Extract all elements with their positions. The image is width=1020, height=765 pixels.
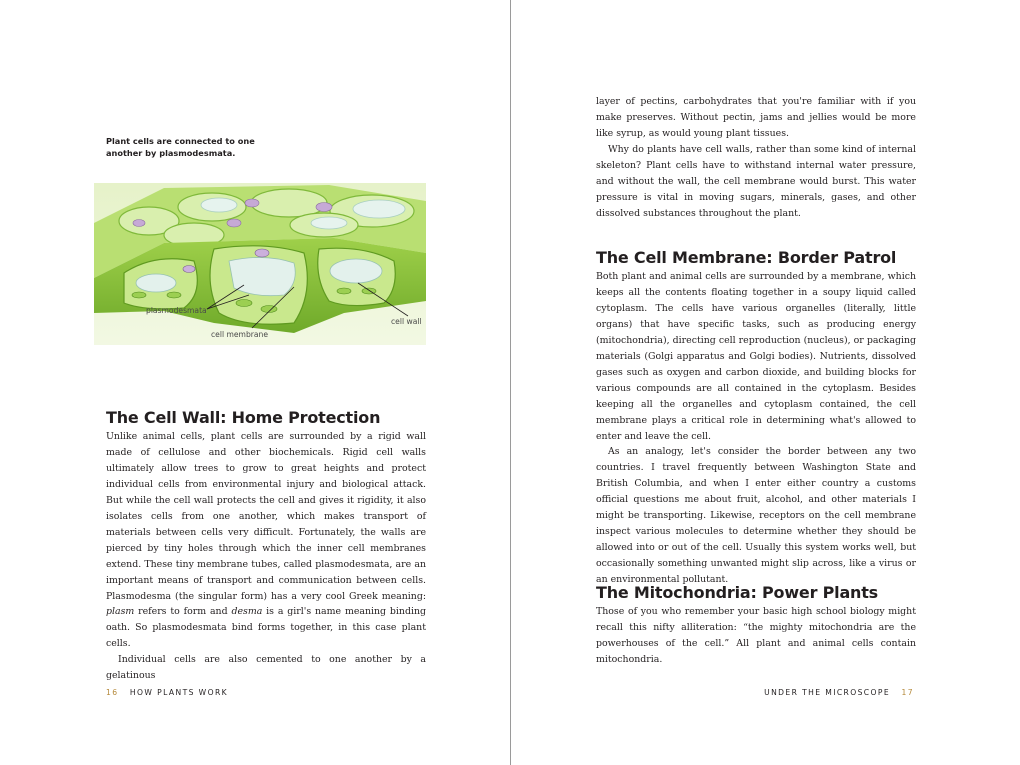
running-head: HOW PLANTS WORK — [129, 688, 229, 697]
membrane-paragraph-2: As an analogy, let's consider the border between any two countries. I travel frequently between Washington State and British Columbia, and when I enter either country a customs official questions me about fruit, alcohol, and other materials I might be transporting. Likewise, receptors on the cell membrane inspect various molecules to determine whether they should be allowed into or out of the cell. Usually this system works well, but occasionally something unwanted might slip across, like a virus or an environmental pollutant. — [596, 446, 916, 586]
label-plasmodesmata: plasmodesmata — [146, 306, 207, 315]
cell-wall-paragraph-2: Individual cells are also cemented to one another by a gelatinous — [106, 654, 426, 682]
plant-cells-diagram — [94, 183, 426, 345]
cell-wall-paragraph: Unlike animal cells, plant cells are surrounded by a rigid wall made of cellulose and other biochemicals. Rigid cell walls ultimately allow trees to grow to great heights and protect individual cells from environmental injury and biological attack. But while the cell wall protects the cell and gives it rigidity, it also isolates cells from one another, which makes transport of materials between cells very difficult. Fortunately, the walls are pierced by tiny holes through which the inner cell membranes extend. These tiny membrane tubes, called plasmodesmata, are an important means of transport and communication between cells. Plasmodesma (the singular form) has a very cool Greek meaning: plasm refers to form and desma is a girl's name meaning binding oath. So plasmodesmata bind forms together, in this case plant cells. — [106, 431, 426, 650]
label-cell-wall: cell wall — [391, 317, 422, 326]
mito-paragraph-1: Those of you who remember your basic high school biology might recall this nifty alliteration: “the mighty mitochondria are the powerhouses of the cell.” All plant and animal cells contain mitochondria. — [596, 606, 916, 665]
page-number: 16 — [106, 688, 119, 697]
page-number: 17 — [901, 688, 914, 697]
running-head: UNDER THE MICROSCOPE — [764, 688, 891, 697]
right-folio — [764, 688, 914, 697]
label-cell-membrane: cell membrane — [211, 330, 269, 339]
section-title-cell-membrane: The Cell Membrane: Border Patrol — [596, 248, 897, 267]
intro-paragraph-1: layer of pectins, carbohydrates that you're familiar with if you make preserves. Without pectin, jams and jellies would be more like syrup, as would young plant tissues. — [596, 96, 916, 139]
right-page — [510, 0, 1020, 765]
cell-wall-body — [106, 429, 426, 684]
mitochondria-body — [596, 604, 916, 668]
section-title-mitochondria: The Mitochondria: Power Plants — [596, 583, 879, 602]
membrane-paragraph-1: Both plant and animal cells are surrounded by a membrane, which keeps all the contents floating together in a soupy liquid called cytoplasm. The cells have various organelles (literally, little organs) that have specific tasks, such as producing energy (mitochondria), directing cell reproduction (nucleus), or packaging materials (Golgi apparatus and Golgi bodies). Nutrients, dissolved gases such as oxygen and carbon dioxide, and building blocks for various compounds are all contained in the cytoplasm. Besides keeping all the organelles and cytoplasm contained, the cell membrane plays a critical role in determining what's allowed to enter and leave the cell. — [596, 271, 916, 442]
intro-paragraph-2: Why do plants have cell walls, rather than some kind of internal skeleton? Plant cells have to withstand internal water pressure, and without the wall, the cell membrane would burst. This water pressure is vital in moving sugars, minerals, gases, and other dissolved substances throughout the plant. — [596, 143, 916, 219]
left-folio — [106, 688, 228, 697]
figure-caption: Plant cells are connected to one another by plasmodesmata. — [106, 136, 255, 158]
section-title-cell-wall: The Cell Wall: Home Protection — [106, 408, 381, 427]
plant-cell-illustration — [94, 183, 426, 345]
intro-body — [596, 94, 916, 222]
cell-membrane-body — [596, 269, 916, 588]
